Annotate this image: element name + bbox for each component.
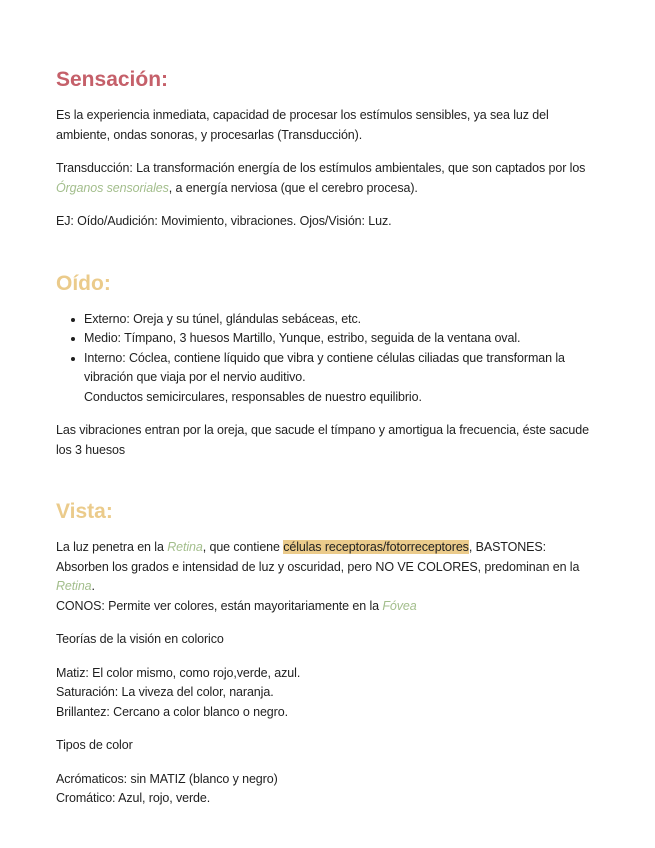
vista-conos-line <box>56 597 596 617</box>
vista-text-c: , BASTONES: Absorben los grados e intensidad de luz y oscuridad, pero NO VE COLORES, predominan en la <box>56 540 580 574</box>
vista-acromaticos: Acrómaticos: sin MATIZ (blanco y negro) <box>56 771 278 786</box>
vista-teorias: Teorías de la visión en colorico <box>56 632 224 646</box>
link-fovea[interactable]: Fóvea <box>382 598 417 613</box>
list-item: Externo: Oreja y su túnel, glándulas sebáceas, etc. <box>84 310 596 330</box>
sensacion-paragraph-1: Es la experiencia inmediata, capacidad de procesar los estímulos sensibles, ya sea luz del ambiente, ondas sonoras, y procesarlas (Transducción). <box>56 108 549 142</box>
oido-list <box>56 310 596 408</box>
sensacion-paragraph-2 <box>56 159 596 198</box>
vista-text-b: , que contiene <box>202 540 284 554</box>
oido-paragraph-1: Las vibraciones entran por la oreja, que sacude el tímpano y amortigua la frecuencia, éste sacude los 3 huesos <box>56 423 589 457</box>
sensacion-paragraph-3: EJ: Oído/Audición: Movimiento, vibraciones. Ojos/Visión: Luz. <box>56 214 392 228</box>
list-item-continuation: Conductos semicirculares, responsables de nuestro equilibrio. <box>84 389 422 404</box>
highlight-celulas-receptoras: células receptoras/fotorreceptores <box>283 540 469 554</box>
vista-paragraph-1 <box>56 538 596 616</box>
link-organos-sensoriales[interactable]: Órganos sensoriales <box>56 180 169 195</box>
list-item: Medio: Tímpano, 3 huesos Martillo, Yunque, estribo, seguida de la ventana oval. <box>84 329 596 349</box>
vista-matiz: Matiz: El color mismo, como rojo,verde, azul. <box>56 665 301 680</box>
vista-cromatico: Cromático: Azul, rojo, verde. <box>56 791 211 805</box>
link-retina[interactable]: Retina <box>167 540 203 554</box>
p2-text-b: , a energía nerviosa (que el cerebro procesa). <box>168 180 418 195</box>
vista-text-d: . <box>91 579 95 593</box>
heading-oido: Oído: <box>56 271 111 295</box>
document-content <box>56 66 596 809</box>
p2-text-a: Transducción: La transformación energía de los estímulos ambientales, que son captados por los <box>56 161 586 175</box>
vista-tipos: Tipos de color <box>56 738 133 752</box>
vista-text-a: La luz penetra en la <box>56 540 168 554</box>
vista-text-e: CONOS: Permite ver colores, están mayoritariamente en la <box>56 598 383 613</box>
list-item-text: Interno: Cóclea, contiene líquido que vibra y contiene células ciliadas que transforman la vibración que viaja por el nervio auditivo. <box>84 350 565 384</box>
list-item <box>84 349 596 408</box>
vista-brillantez: Brillantez: Cercano a color blanco o negro. <box>56 704 288 719</box>
heading-vista: Vista: <box>56 500 113 523</box>
heading-sensacion: Sensación: <box>56 68 169 91</box>
link-retina-2[interactable]: Retina <box>56 579 92 593</box>
vista-saturacion: Saturación: La viveza del color, naranja. <box>56 685 274 699</box>
